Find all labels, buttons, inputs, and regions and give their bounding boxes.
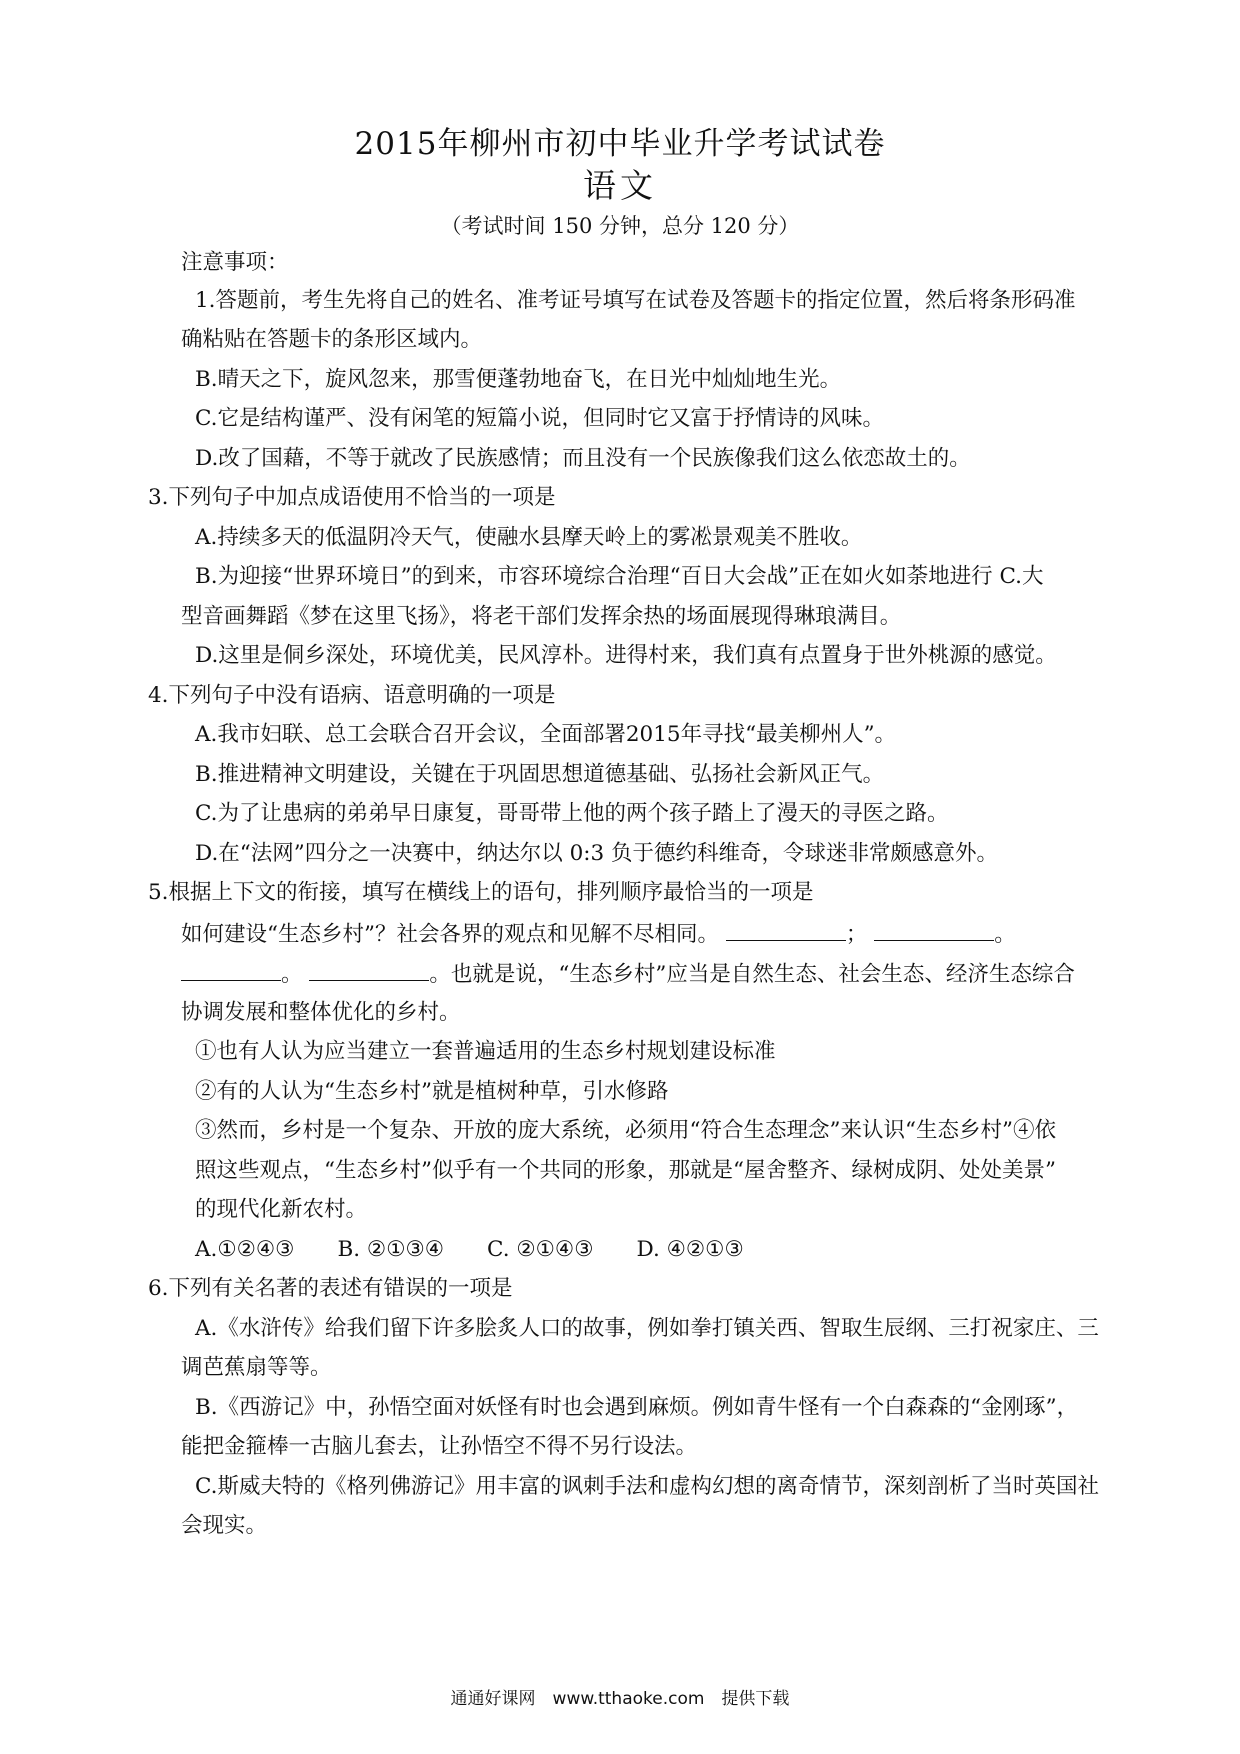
- q5-passage-line-1: [181, 918, 1016, 948]
- q5-sentence-1: ①也有人认为应当建立一套普遍适用的生态乡村规划建设标准: [195, 1039, 776, 1064]
- answer-blank-3[interactable]: [181, 958, 281, 981]
- q5-sentence-3: ③然而，乡村是一个复杂、开放的庞大系统，必须用“符合生态理念”来认识“生态乡村”④依: [195, 1118, 1056, 1143]
- exam-subject: 语文: [583, 166, 657, 205]
- q4-option-c: C.为了让患病的弟弟早日康复，哥哥带上他的两个孩子踏上了漫天的寻医之路。: [195, 801, 949, 826]
- q6-option-c-cont: 会现实。: [181, 1513, 268, 1538]
- q6-option-b: B.《西游记》中，孙悟空面对妖怪有时也会遇到麻烦。例如青牛怪有一个白森森的“金刚琢”，: [195, 1395, 1079, 1420]
- blank-terminator-2: 。: [281, 962, 303, 987]
- q2-option-d: D.改了国藉，不等于就改了民族感情；而且没有一个民族像我们这么依恋故土的。: [195, 446, 971, 471]
- q3-option-a: A.持续多天的低温阴冷天气，使融水县摩天岭上的雾凇景观美不胜收。: [195, 525, 863, 550]
- q4-option-b: B.推进精神文明建设，关键在于巩固思想道德基础、弘扬社会新风正气。: [195, 762, 885, 787]
- q6-stem: 6.下列有关名著的表述有错误的一项是: [148, 1276, 513, 1301]
- q3-option-b: B.为迎接“世界环境日”的到来，市容环境综合治理“百日大会战”正在如火如荼地进行 C.大: [195, 564, 1044, 589]
- q2-option-c: C.它是结构谨严、没有闲笔的短篇小说，但同时它又富于抒情诗的风味。: [195, 406, 885, 431]
- q6-option-c: C.斯威夫特的《格列佛游记》用丰富的讽刺手法和虚构幻想的离奇情节，深刻剖析了当时英国社: [195, 1474, 1100, 1499]
- notice-item-1-cont: 确粘贴在答题卡的条形区域内。: [181, 327, 483, 352]
- q5-sentence-4: 照这些观点，“生态乡村”似乎有一个共同的形象，那就是“屋舍整齐、绿树成阴、处处美景”: [195, 1158, 1056, 1183]
- q3-stem: 3.下列句子中加点成语使用不恰当的一项是: [148, 485, 556, 510]
- notice-heading: 注意事项：: [181, 250, 289, 275]
- q4-option-d: D.在“法网”四分之一决赛中，纳达尔以 0:3 负于德约科维奇，令球迷非常颇感意外。: [195, 841, 999, 866]
- q3-option-d: D.这里是侗乡深处，环境优美，民风淳朴。进得村来，我们真有点置身于世外桃源的感觉。: [195, 643, 1057, 668]
- exam-title: 2015年柳州市初中毕业升学考试试卷: [354, 126, 886, 162]
- q5-options: A.①②④③ B. ②①③④ C. ②①④③ D. ④②①③: [195, 1237, 744, 1262]
- q2-option-b: B.晴天之下，旋风忽来，那雪便蓬勃地奋飞，在日光中灿灿地生光。: [195, 367, 842, 392]
- blank-terminator: 。: [994, 922, 1016, 947]
- q5-passage-line-2: [181, 958, 1075, 988]
- page-footer: 通通好课网 www.tthaoke.com 提供下载: [450, 1689, 790, 1709]
- q3-option-c-cont: 型音画舞蹈《梦在这里飞扬》，将老干部们发挥余热的场面展现得琳琅满目。: [181, 604, 902, 629]
- q5-sentence-2: ②有的人认为“生态乡村”就是植树种草，引水修路: [195, 1079, 669, 1104]
- answer-blank-2[interactable]: [874, 918, 994, 941]
- q6-option-a-cont: 调芭蕉扇等等。: [181, 1355, 332, 1380]
- q4-stem: 4.下列句子中没有语病、语意明确的一项是: [148, 683, 556, 708]
- q5-sentence-4-cont: 的现代化新农村。: [195, 1197, 368, 1222]
- q5-passage-text: 如何建设“生态乡村”？社会各界的观点和见解不尽相同。: [181, 922, 719, 947]
- q5-passage-line-3: 协调发展和整体优化的乡村。: [181, 1000, 461, 1025]
- blank-separator: ；: [845, 922, 868, 947]
- answer-blank-1[interactable]: [726, 918, 846, 941]
- notice-item-1: 1.答题前，考生先将自己的姓名、准考证号填写在试卷及答题卡的指定位置，然后将条形码准: [195, 288, 1076, 313]
- q5-passage-text-2: 。也就是说，“生态乡村”应当是自然生态、社会生态、经济生态综合: [429, 962, 1075, 987]
- q6-option-a: A.《水浒传》给我们留下许多脍炙人口的故事，例如拳打镇关西、智取生辰纲、三打祝家庄、三: [195, 1316, 1099, 1341]
- q5-stem: 5.根据上下文的衔接，填写在横线上的语句，排列顺序最恰当的一项是: [148, 880, 814, 905]
- exam-time-note: （考试时间 150 分钟，总分 120 分）: [440, 214, 800, 238]
- answer-blank-4[interactable]: [309, 958, 429, 981]
- q6-option-b-cont: 能把金箍棒一古脑儿套去，让孙悟空不得不另行设法。: [181, 1434, 698, 1459]
- q4-option-a: A.我市妇联、总工会联合召开会议，全面部署2015年寻找“最美柳州人”。: [195, 722, 897, 747]
